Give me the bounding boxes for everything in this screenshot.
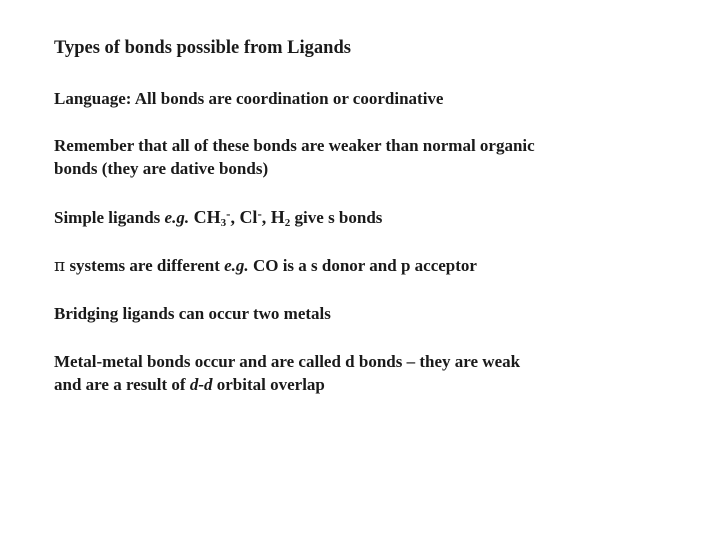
- simple-tail: give s bonds: [290, 208, 383, 227]
- metal-line-1: Metal-metal bonds occur and are called d bonds – they are weak: [54, 352, 521, 371]
- metal-line-2: [54, 374, 325, 396]
- remember-line-1: Remember that all of these bonds are weaker than normal organic: [54, 136, 535, 155]
- metal-dd: d-d: [189, 375, 213, 394]
- remember-line-2: bonds (they are dative bonds): [54, 159, 269, 178]
- pi-systems-line: [54, 255, 477, 277]
- simple-ligands-line: [54, 206, 382, 229]
- ch3-text: CH: [189, 207, 221, 227]
- slide-title: Types of bonds possible from Ligands: [54, 38, 351, 58]
- bridging-line: Bridging ligands can occur two metals: [54, 304, 331, 323]
- language-line: Language: All bonds are coordination or coordinative: [54, 89, 444, 108]
- ch3-superscript: -: [226, 206, 231, 221]
- cl-superscript: -: [257, 206, 262, 221]
- pi-symbol: π: [54, 256, 66, 276]
- h2-text: , H: [261, 207, 285, 227]
- h2-subscript: 2: [284, 217, 291, 229]
- pi-tail: CO is a s donor and p acceptor: [248, 256, 477, 275]
- cl-text: , Cl: [230, 207, 258, 227]
- metal-lead: and are a result of: [54, 375, 190, 394]
- pi-lead: systems are different: [65, 256, 225, 275]
- pi-eg: e.g.: [224, 256, 249, 275]
- ch3-subscript: 3: [220, 217, 227, 229]
- simple-eg: e.g.: [164, 208, 190, 227]
- metal-tail: orbital overlap: [212, 375, 325, 394]
- simple-lead: Simple ligands: [54, 208, 165, 227]
